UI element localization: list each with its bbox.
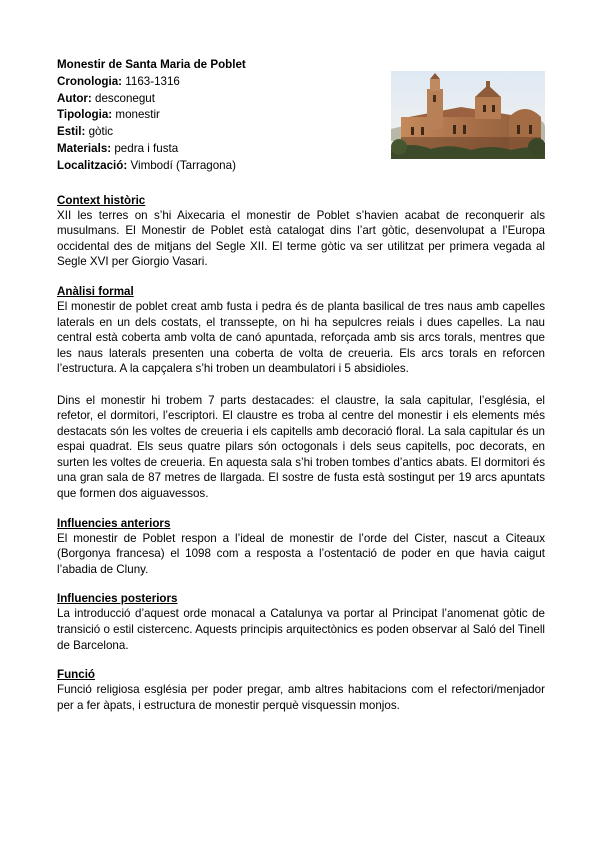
field-value: pedra i fusta xyxy=(114,141,179,155)
document-title: Monestir de Santa Maria de Poblet xyxy=(57,58,246,71)
field-label: Autor: xyxy=(57,91,92,105)
field-materials xyxy=(57,141,377,158)
document-page xyxy=(57,57,545,713)
metadata-block xyxy=(57,57,377,175)
section-paragraph: El monestir de Poblet respon a l’ideal de monestir de l’orde del Cister, nascut a Citeaux (Borgonya francesa) el 1098 com a resposta a l’ostentació de poder en que havia caigut l’abadia de Cluny. xyxy=(57,531,545,576)
section-heading: Funció xyxy=(57,668,95,682)
section-heading: Context històric xyxy=(57,193,146,207)
field-label: Cronologia: xyxy=(57,74,123,88)
section-heading: Influencies posteriors xyxy=(57,592,178,606)
section-heading: Anàlisi formal xyxy=(57,284,134,298)
field-label: Materials: xyxy=(57,141,112,155)
section-analisi-formal xyxy=(57,284,545,502)
field-value: monestir xyxy=(115,108,160,122)
field-estil xyxy=(57,124,377,141)
field-value: desconegut xyxy=(95,91,155,105)
section-heading: Influencies anteriors xyxy=(57,516,171,530)
section-paragraph: XII les terres on s’hi Aixecaria el monestir de Poblet s’havien acabat de reconquerir als musulmans. El Monestir de Poblet està catalogat dins l’art gòtic, desenvolupat a l’Europa occidental des de mitjans del Segle XII. El terme gòtic va ser utilitzat per primera vegada al Segle XVI per Giorgio Vasari. xyxy=(57,208,545,269)
field-value: gòtic xyxy=(88,125,114,139)
field-label: Localització: xyxy=(57,158,128,172)
section-context-historic xyxy=(57,193,545,270)
section-paragraph: Dins el monestir hi trobem 7 parts destacades: el claustre, la sala capitular, l’església, el refetor, el dormitori, l’escriptori. El claustre es troba al centre del monestir i els elements més destacats són les voltes de creueria i els capitells amb decoració floral. La sala capitular és un espai quadrat. Els seus quatre pilars són octogonals i dels seus capitells, poc decorats, en surten les voltes de creueria. En aquesta sala s’hi troben tombes d’antics abats. El dormitori és una gran sala de 87 metres de llargada. El sostre de fusta està sostingut per 19 arcs apuntats que formen dos aiguavessos. xyxy=(57,393,545,501)
section-paragraph: El monestir de poblet creat amb fusta i pedra és de planta basilical de tres naus amb capelles laterals en un dels costats, el transsepte, on hi ha sepulcres reials i dues capelles. La nau central està coberta amb volta de canó apuntada, reforçada amb sis arcs torals, mentres que les naus laterals presenten una coberta de volta de creueria. Els arcs torals en reforcen l’estructura. A la capçalera s’hi troben un deambulatori i 5 absidioles. xyxy=(57,299,545,376)
section-influencies-anteriors xyxy=(57,516,545,578)
field-tipologia xyxy=(57,107,377,124)
field-label: Estil: xyxy=(57,125,86,139)
field-value: 1163-1316 xyxy=(125,74,180,88)
section-funcio xyxy=(57,667,545,713)
field-value: Vimbodí (Tarragona) xyxy=(130,158,236,172)
field-autor xyxy=(57,91,377,108)
monastery-photo xyxy=(391,71,545,159)
field-localitzacio xyxy=(57,158,377,175)
section-influencies-posteriors xyxy=(57,591,545,653)
section-paragraph: La introducció d’aquest orde monacal a Catalunya va portar al Principat l’anomenat gòtic de transició o estil cistercenc. Aquests principis arquitectònics es poden observar al Saló del Tinell de Barcelona. xyxy=(57,607,545,652)
field-cronologia xyxy=(57,74,377,91)
section-paragraph: Funció religiosa església per poder pregar, amb altres habitacions com el refectori/menjador per a fer àpats, i estructura de monestir perquè visquessin monjos. xyxy=(57,683,545,712)
field-label: Tipologia: xyxy=(57,108,113,122)
